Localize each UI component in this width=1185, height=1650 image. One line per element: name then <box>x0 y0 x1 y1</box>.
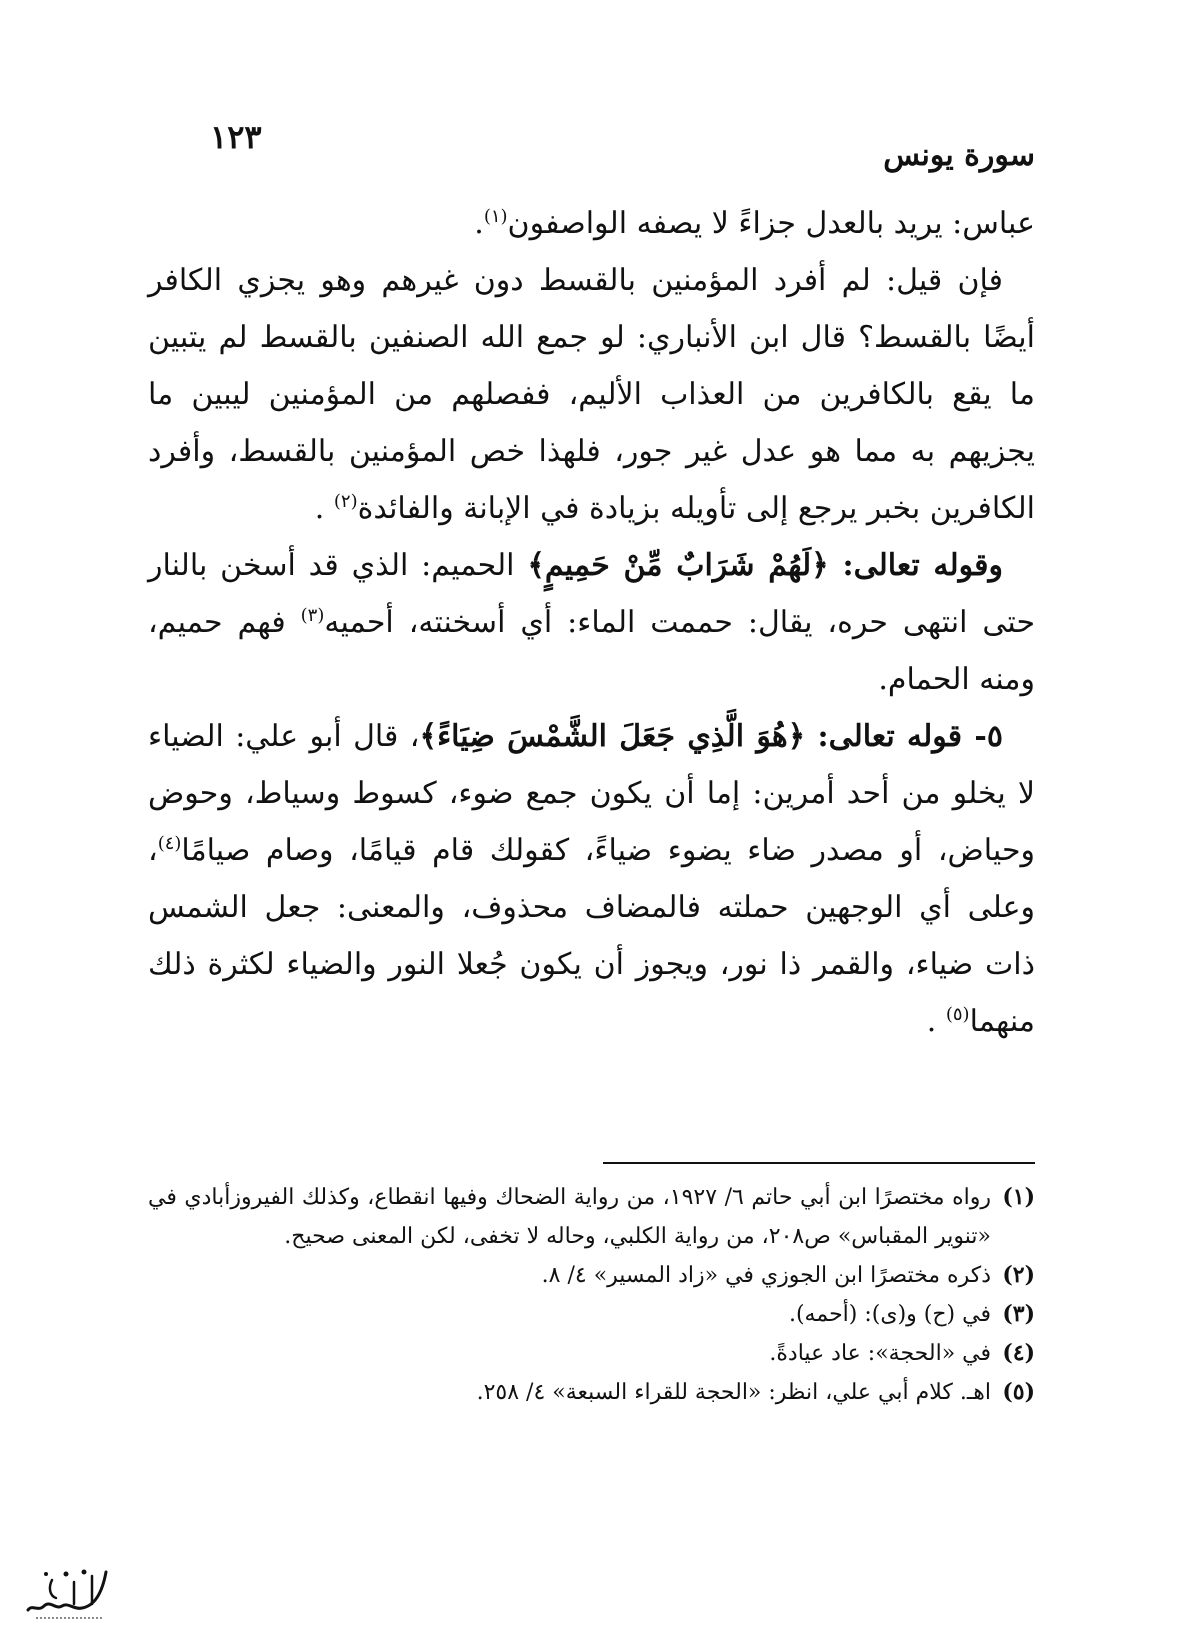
publisher-logo-icon <box>22 1558 114 1628</box>
footnote-text: رواه مختصرًا ابن أبي حاتم ٦/ ١٩٢٧، من رواية الضحاك وفيها انقطاع، وكذلك الفيروزأبادي في «تنوير المقباس» ص٢٠٨، من رواية الكلبي، وحاله لا تخفى، لكن المعنى صحيح. <box>148 1185 992 1249</box>
footnote-4 <box>148 1334 1035 1373</box>
page-header <box>150 118 1035 178</box>
quran-verse: ﴿هُوَ الَّذِي جَعَلَ الشَّمْسَ ضِيَاءً﴾ <box>419 719 806 754</box>
paragraph-text: فهم حميم، ومنه الحمام. <box>148 605 1035 697</box>
verse-lead: وقوله تعالى: <box>828 548 1003 583</box>
footnote-number: (٣) <box>1002 1301 1035 1327</box>
paragraph-end: . <box>474 206 484 241</box>
footnote-number: (٤) <box>1002 1340 1035 1366</box>
paragraph-text: فإن قيل: لم أفرد المؤمنين بالقسط دون غيرهم وهو يجزي الكافر أيضًا بالقسط؟ قال ابن الأنباري: لو جمع الله الصنفين بالقسط لم يتبين ما يقع بالكافرين من العذاب الأليم، ففصلهم من المؤمنين ليبين ما يجزيهم به مما هو عدل غير جور، فلهذا خص المؤمنين بالقسط، وأفرد الكافرين بخبر يرجع إلى تأويله بزيادة في الإبانة والفائدة <box>148 263 1035 526</box>
footnote-ref-3[interactable]: (٣) <box>300 605 325 626</box>
paragraph-end: . <box>314 491 334 526</box>
footnote-ref-5[interactable]: (٥) <box>945 1004 970 1025</box>
footnote-text: ذكره مختصرًا ابن الجوزي في «زاد المسير» ٤/ ٨. <box>541 1263 991 1288</box>
page-number: ١٢٣ <box>210 118 262 156</box>
footnote-number: (١) <box>1002 1184 1035 1210</box>
paragraph-3 <box>148 537 1035 708</box>
quran-verse: ﴿لَهُمْ شَرَابٌ مِّنْ حَمِيمٍ﴾ <box>527 548 829 583</box>
footnote-ref-1[interactable]: (١) <box>483 206 508 227</box>
running-title: سورة يونس <box>883 138 1035 173</box>
footnote-text: في (ح) و(ى): (أحمه). <box>788 1302 991 1327</box>
verse-lead: ٥- قوله تعالى: <box>805 719 1004 754</box>
paragraph-text: الحميم: الذي قد أسخن بالنار حتى انتهى حره، يقال: حممت الماء: أي أسخنته، أحميه <box>148 548 1036 640</box>
footnote-text: اهـ. كلام أبي علي، انظر: «الحجة للقراء السبعة» ٤/ ٢٥٨. <box>476 1380 991 1405</box>
footnote-3 <box>148 1295 1035 1334</box>
footnote-number: (٢) <box>1002 1262 1035 1288</box>
footnote-ref-2[interactable]: (٢) <box>333 491 358 512</box>
footnote-5 <box>148 1373 1035 1412</box>
paragraph-end: . <box>926 1004 946 1039</box>
paragraph-text: ، وعلى أي الوجهين حملته فالمضاف محذوف، والمعنى: جعل الشمس ذات ضياء، والقمر ذا نور، ويجوز أن يكون جُعلا النور والضياء لكثرة ذلك منهما <box>148 833 1035 1039</box>
footnote-number: (٥) <box>1002 1379 1035 1405</box>
paragraph-4 <box>148 708 1035 1050</box>
footnotes <box>148 1178 1035 1412</box>
paragraph-2 <box>148 252 1035 537</box>
footnote-1 <box>148 1178 1035 1256</box>
footnote-divider <box>603 1162 1035 1164</box>
footnote-text: في «الحجة»: عاد عيادةً. <box>769 1341 991 1366</box>
footnote-2 <box>148 1256 1035 1295</box>
footnote-ref-4[interactable]: (٤) <box>157 833 182 854</box>
paragraph-text: ، قال أبو علي: الضياء لا يخلو من أحد أمرين: إما أن يكون جمع ضوء، كسوط وسياط، وحوض وحياض، أو مصدر ضاء يضوء ضياءً، كقولك قام قيامًا، وصام صيامًا <box>148 719 1035 868</box>
paragraph-1 <box>148 195 1035 252</box>
paragraph-text: عباس: يريد بالعدل جزاءً لا يصفه الواصفون <box>507 206 1035 241</box>
main-text <box>148 195 1035 1050</box>
